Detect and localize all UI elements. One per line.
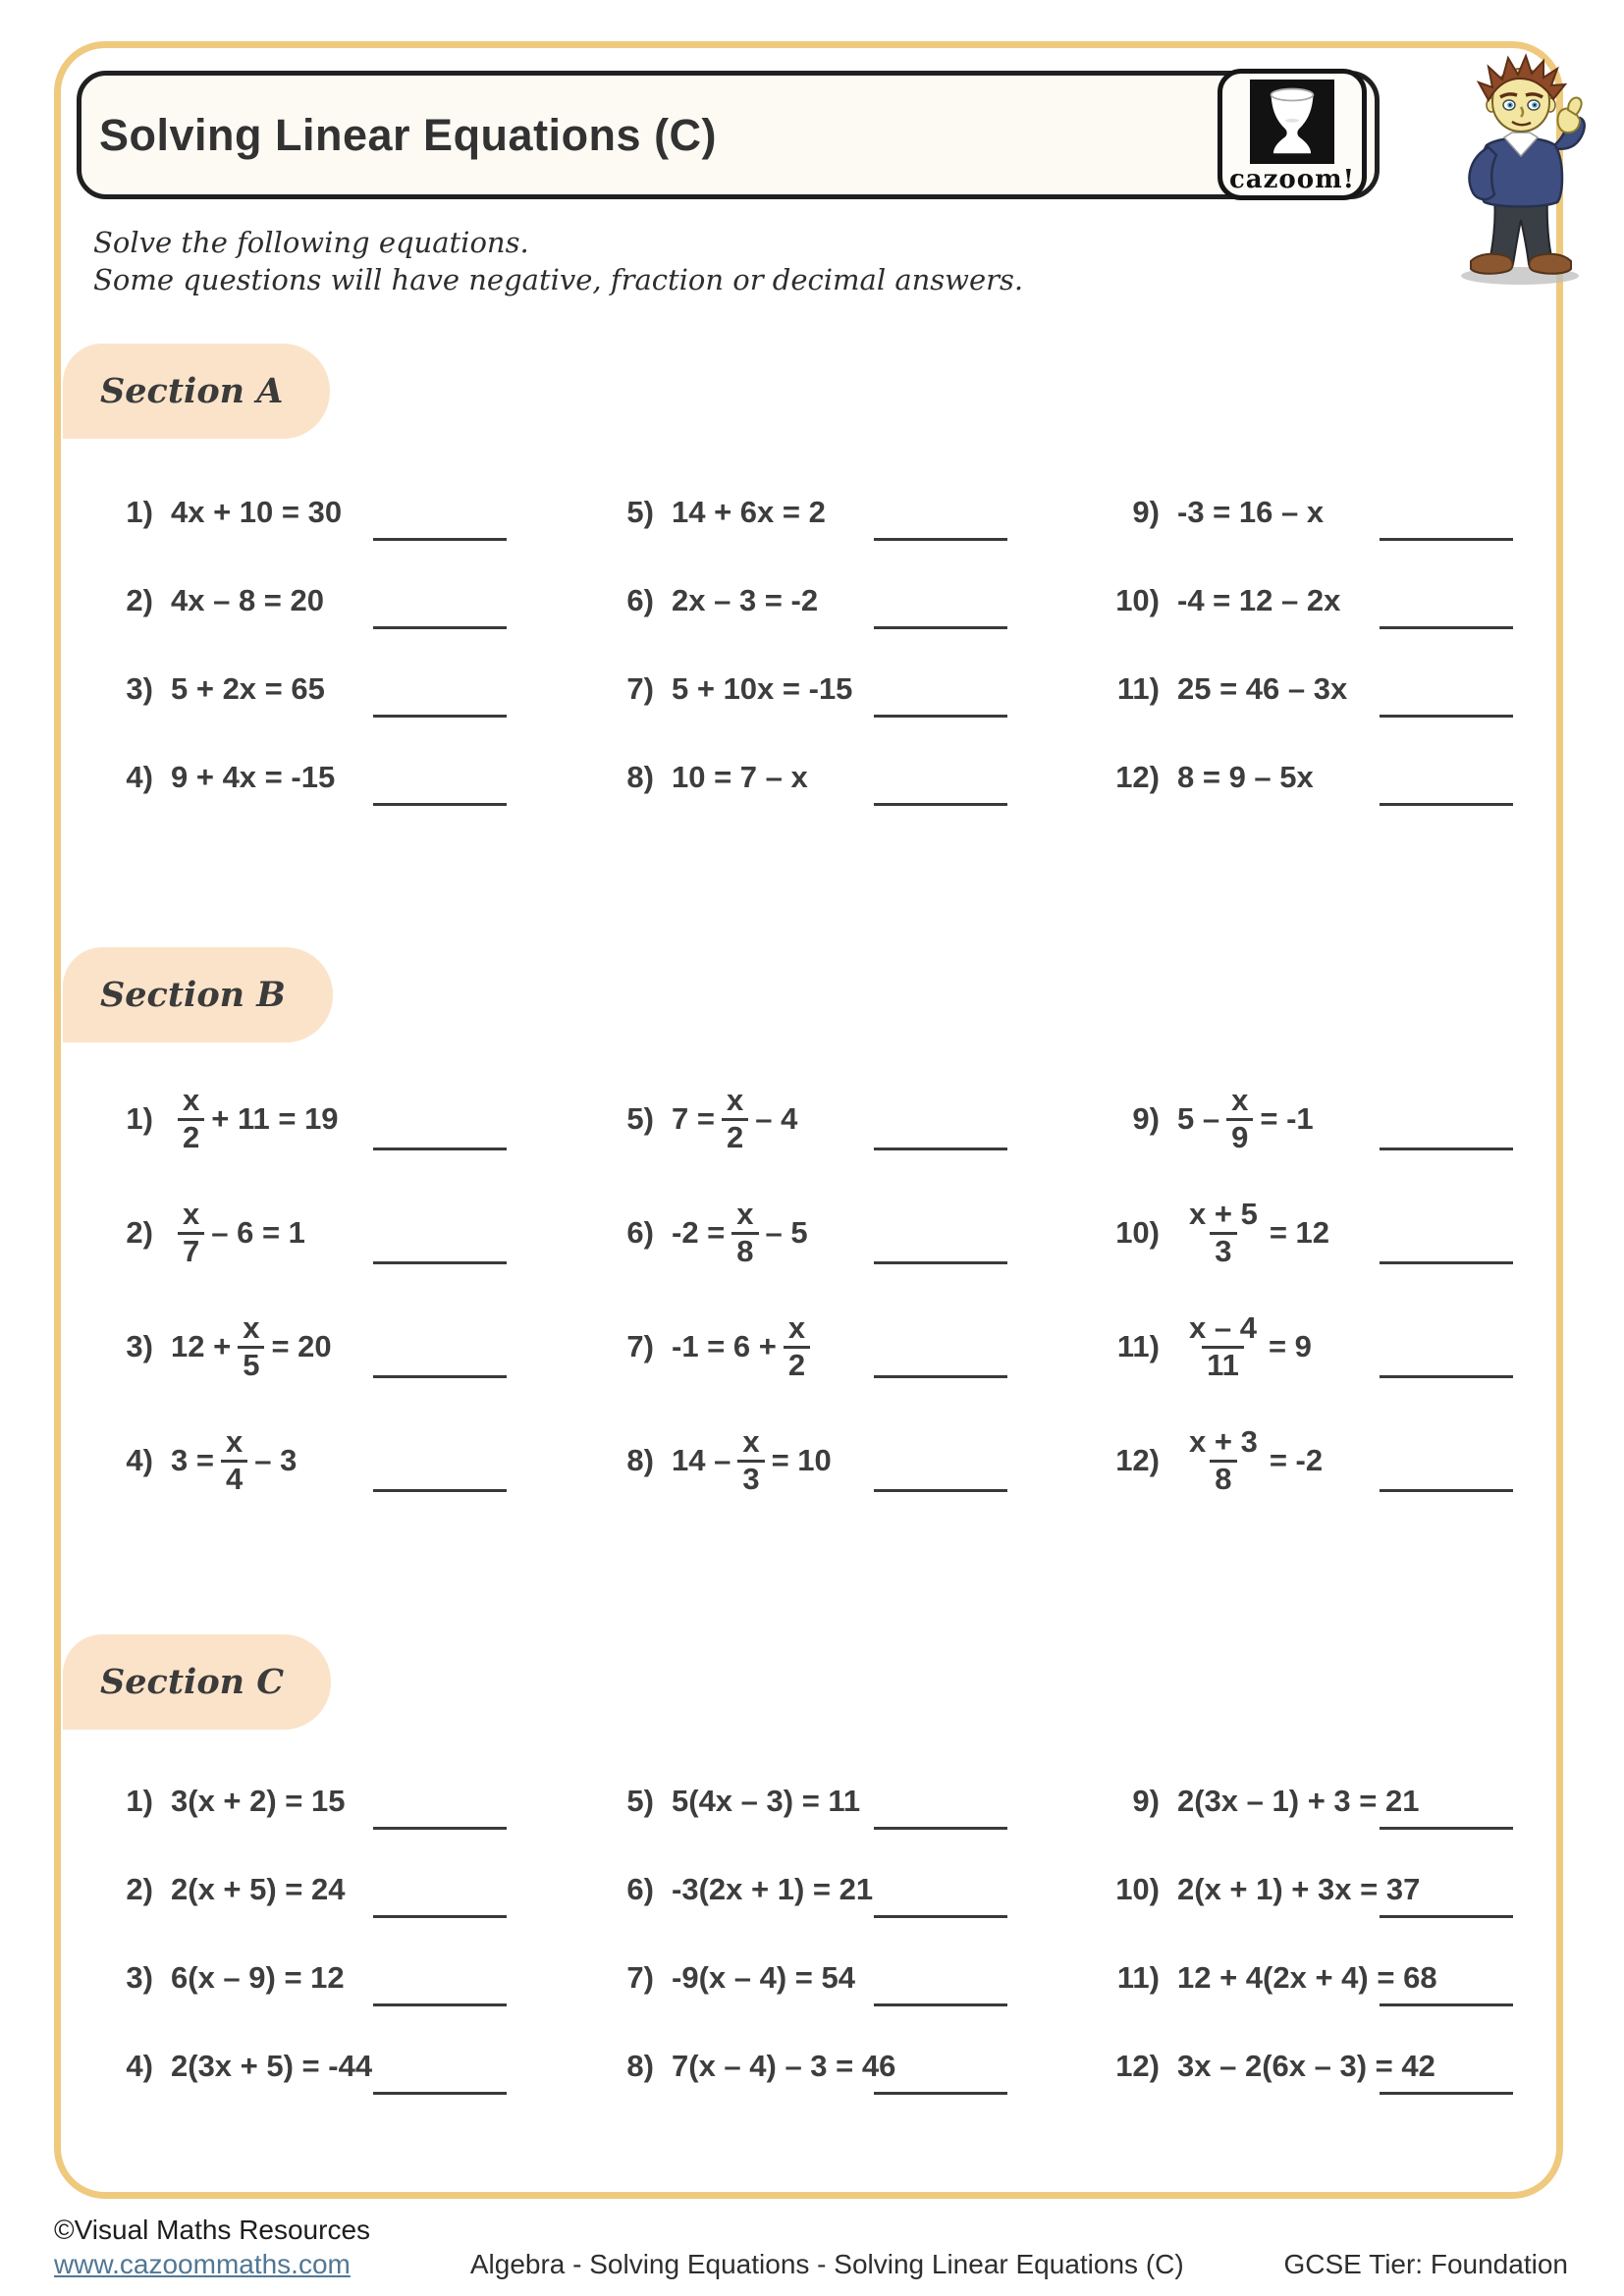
fraction-denominator: 3 — [737, 1460, 764, 1496]
answer-blank — [1380, 1375, 1513, 1378]
fraction-numerator: x — [183, 1082, 200, 1117]
equation-text: = 9 — [1268, 1329, 1312, 1363]
equation-text: 9 + 4x = -15 — [171, 760, 336, 794]
problem — [599, 1845, 1105, 1934]
problem — [1105, 1934, 1566, 2022]
equation-text: -9(x – 4) = 54 — [672, 1960, 855, 1995]
answer-blank — [874, 626, 1007, 629]
fraction-numerator: x + 3 — [1189, 1423, 1258, 1459]
problem — [98, 2022, 599, 2110]
answer-blank — [874, 2003, 1007, 2006]
equation — [672, 1423, 832, 1496]
problem-number: 7) — [626, 1960, 654, 1995]
answer-blank — [874, 803, 1007, 806]
equation — [672, 2049, 895, 2084]
equation-text: -4 = 12 – 2x — [1177, 583, 1341, 617]
fraction-denominator: 2 — [178, 1118, 204, 1154]
equation — [1177, 1423, 1324, 1496]
instructions-line-2: Some questions will have negative, fraction or decimal answers. — [93, 263, 1024, 297]
fraction-denominator: 2 — [722, 1118, 748, 1154]
problem — [98, 468, 599, 557]
answer-blank — [1380, 2003, 1513, 2006]
problem — [1105, 733, 1566, 822]
problem-number: 10) — [1115, 1215, 1160, 1250]
equation-text: – 6 = 1 — [211, 1215, 305, 1250]
problem — [98, 557, 599, 645]
problem — [599, 645, 1105, 733]
answer-blank — [1380, 1827, 1513, 1830]
answer-blank — [874, 1915, 1007, 1918]
equation — [1177, 495, 1324, 530]
equation-text: = -2 — [1269, 1443, 1324, 1477]
problem — [1105, 468, 1566, 557]
problem-number: 6) — [626, 1872, 654, 1906]
equation — [171, 1872, 346, 1907]
fraction — [722, 1082, 748, 1154]
equation-text: 6(x – 9) = 12 — [171, 1960, 345, 1995]
answer-blank — [373, 2003, 507, 2006]
fraction-denominator: 5 — [238, 1346, 264, 1382]
answer-blank — [874, 538, 1007, 541]
problem — [98, 1757, 599, 1845]
problem — [599, 1290, 1105, 1404]
instructions-line-1: Solve the following equations. — [93, 226, 529, 259]
problem — [599, 1934, 1105, 2022]
fraction-denominator: 9 — [1226, 1118, 1253, 1154]
fraction-denominator: 8 — [1210, 1460, 1236, 1496]
problem — [599, 557, 1105, 645]
gcse-tier-label: GCSE Tier: Foundation — [1283, 2249, 1568, 2279]
equation — [672, 671, 852, 707]
equation-text: 2(3x + 5) = -44 — [171, 2049, 373, 2083]
answer-blank — [1380, 538, 1513, 541]
equation-text: -1 = 6 + — [672, 1329, 777, 1363]
answer-blank — [874, 2092, 1007, 2095]
equation-text: = 12 — [1269, 1215, 1330, 1250]
equation-text: 3(x + 2) = 15 — [171, 1784, 346, 1818]
answer-blank — [874, 1375, 1007, 1378]
equation — [171, 1082, 339, 1154]
answer-blank — [373, 1915, 507, 1918]
problem — [599, 1176, 1105, 1290]
answer-blank — [1380, 715, 1513, 718]
fraction — [1184, 1423, 1263, 1496]
problem-number: 5) — [626, 495, 654, 529]
problem-number: 5) — [626, 1784, 654, 1818]
equation-text: 25 = 46 – 3x — [1177, 671, 1348, 706]
answer-blank — [874, 1261, 1007, 1264]
answer-blank — [373, 1261, 507, 1264]
answer-blank — [1380, 626, 1513, 629]
answer-blank — [373, 803, 507, 806]
section-a-label: Section A — [100, 371, 284, 411]
equation-text: 2(x + 1) + 3x = 37 — [1177, 1872, 1421, 1906]
equation — [1177, 1960, 1437, 1996]
equation-text: 5(4x – 3) = 11 — [672, 1784, 861, 1818]
problem — [1105, 1404, 1566, 1518]
answer-blank — [874, 1148, 1007, 1150]
problem-number: 2) — [126, 1872, 153, 1906]
answer-blank — [874, 1489, 1007, 1492]
problem — [1105, 557, 1566, 645]
equation — [672, 495, 826, 530]
problem-number: 6) — [626, 1215, 654, 1250]
section-c-label: Section C — [100, 1662, 285, 1702]
problem-number: 2) — [126, 583, 153, 617]
equation — [672, 1960, 855, 1996]
equation-text: 3x – 2(6x – 3) = 42 — [1177, 2049, 1435, 2083]
answer-blank — [373, 1827, 507, 1830]
problem-number: 10) — [1115, 583, 1160, 617]
problem-number: 9) — [1132, 1101, 1160, 1136]
answer-blank — [373, 1489, 507, 1492]
equation — [1177, 760, 1314, 795]
fraction-numerator: x — [183, 1196, 200, 1231]
footer-breadcrumb: Algebra - Solving Equations - Solving Linear Equations (C) — [469, 2249, 1184, 2279]
fraction — [1184, 1196, 1263, 1268]
equation-text: -3 = 16 – x — [1177, 495, 1325, 529]
page-title: Solving Linear Equations (C) — [99, 109, 718, 160]
equation-text: 2x – 3 = -2 — [672, 583, 819, 617]
problem-number: 3) — [126, 1960, 153, 1995]
equation-text: 5 + 10x = -15 — [672, 671, 853, 706]
equation-text: 7 = — [672, 1101, 715, 1136]
problem-number: 10) — [1115, 1872, 1160, 1906]
problem — [599, 1062, 1105, 1176]
equation — [1177, 1082, 1314, 1154]
equation — [171, 1960, 345, 1996]
equation-text: = 20 — [271, 1329, 332, 1363]
equation — [1177, 1872, 1420, 1907]
fraction-numerator: x — [225, 1423, 244, 1459]
problem-number: 1) — [126, 1784, 153, 1818]
equation — [171, 760, 335, 795]
footer-left — [54, 2213, 370, 2281]
problem-number: 1) — [126, 495, 153, 529]
equation-text: 10 = 7 – x — [672, 760, 808, 794]
problem-number: 11) — [1116, 1329, 1160, 1363]
equation-text: 7(x – 4) – 3 = 46 — [672, 2049, 896, 2083]
problem-number: 1) — [126, 1101, 153, 1136]
answer-blank — [373, 2092, 507, 2095]
cazoom-logo-box — [1218, 69, 1367, 200]
fraction — [238, 1309, 264, 1382]
equation-text: + 11 = 19 — [211, 1101, 339, 1136]
problem-number: 12) — [1115, 1443, 1160, 1477]
equation — [1177, 1309, 1312, 1382]
answer-blank — [373, 1375, 507, 1378]
equation-text: = -1 — [1260, 1101, 1314, 1136]
section-c-badge — [63, 1634, 331, 1730]
problem — [1105, 645, 1566, 733]
section-a-badge — [63, 344, 330, 439]
answer-blank — [373, 538, 507, 541]
problem-number: 7) — [626, 671, 654, 706]
equation-text: 3 = — [171, 1443, 214, 1477]
equation — [672, 760, 808, 795]
answer-blank — [1380, 2092, 1513, 2095]
problem — [98, 1062, 599, 1176]
equation-text: – 4 — [755, 1101, 798, 1136]
problem-number: 8) — [626, 760, 654, 794]
fraction-numerator: x — [736, 1196, 754, 1231]
problem — [1105, 2022, 1566, 2110]
problem — [98, 1934, 599, 2022]
section-a-problems — [98, 468, 1566, 822]
problem — [1105, 1290, 1566, 1404]
problem-number: 11) — [1116, 671, 1160, 706]
equation-text: 2(x + 5) = 24 — [171, 1872, 346, 1906]
problem — [98, 1290, 599, 1404]
problem-number: 5) — [626, 1101, 654, 1136]
problem — [98, 645, 599, 733]
answer-blank — [1380, 1489, 1513, 1492]
equation — [171, 1196, 305, 1268]
fraction-denominator: 8 — [731, 1232, 758, 1268]
fraction-denominator: 7 — [178, 1232, 204, 1268]
answer-blank — [874, 715, 1007, 718]
problem-number: 4) — [126, 2049, 153, 2083]
problem — [599, 733, 1105, 822]
equation-text: 4x – 8 = 20 — [171, 583, 324, 617]
problem-number: 11) — [1116, 1960, 1160, 1995]
fraction-denominator: 3 — [1210, 1232, 1236, 1268]
equation — [171, 2049, 372, 2084]
answer-blank — [373, 626, 507, 629]
answer-blank — [373, 1148, 507, 1150]
fraction — [178, 1196, 204, 1268]
equation-text: 2(3x – 1) + 3 = 21 — [1177, 1784, 1420, 1818]
equation — [171, 671, 325, 707]
equation — [1177, 1196, 1330, 1268]
fraction-numerator: x — [787, 1309, 806, 1345]
problem-number: 12) — [1115, 760, 1160, 794]
cazoom-drum-icon — [1250, 80, 1334, 164]
problem — [98, 733, 599, 822]
problem-number: 8) — [626, 1443, 654, 1477]
problem-number: 12) — [1115, 2049, 1160, 2083]
equation — [1177, 583, 1340, 618]
section-b-label: Section B — [100, 975, 286, 1015]
fraction-numerator: x — [243, 1309, 260, 1345]
fraction-numerator: x — [726, 1082, 744, 1117]
equation — [1177, 2049, 1435, 2084]
equation — [1177, 1784, 1419, 1819]
equation-text: – 3 — [254, 1443, 298, 1477]
equation-text: -3(2x + 1) = 21 — [672, 1872, 874, 1906]
section-b-badge — [63, 947, 333, 1042]
fraction-denominator: 11 — [1202, 1346, 1244, 1382]
answer-blank — [874, 1827, 1007, 1830]
equation — [171, 495, 342, 530]
equation-text: 5 – — [1177, 1101, 1220, 1136]
problem — [1105, 1757, 1566, 1845]
equation-text: 14 + 6x = 2 — [672, 495, 826, 529]
answer-blank — [1380, 1148, 1513, 1150]
copyright-text: ©Visual Maths Resources — [54, 2215, 371, 2245]
problem — [98, 1176, 599, 1290]
fraction-numerator: x — [742, 1423, 760, 1459]
equation-text: -2 = — [672, 1215, 726, 1250]
problem — [599, 468, 1105, 557]
fraction — [731, 1196, 758, 1268]
equation-text: 12 + — [171, 1329, 232, 1363]
instructions — [93, 224, 1023, 299]
fraction — [1184, 1309, 1262, 1382]
fraction — [784, 1309, 810, 1382]
equation-text: – 5 — [765, 1215, 808, 1250]
mascot-boy-illustration — [1422, 53, 1623, 294]
equation — [1177, 671, 1347, 707]
problem-number: 2) — [126, 1215, 153, 1250]
fraction — [737, 1423, 764, 1496]
equation-text: 5 + 2x = 65 — [171, 671, 325, 706]
problem-number: 3) — [126, 1329, 153, 1363]
page-footer — [54, 2213, 1568, 2281]
website-link[interactable]: www.cazoommaths.com — [54, 2249, 351, 2279]
equation-text: 4x + 10 = 30 — [171, 495, 343, 529]
section-c-problems — [98, 1757, 1566, 2110]
problem — [1105, 1062, 1566, 1176]
equation — [171, 1309, 332, 1382]
fraction-denominator: 2 — [784, 1346, 810, 1382]
fraction-numerator: x – 4 — [1189, 1309, 1257, 1345]
answer-blank — [1380, 1261, 1513, 1264]
equation-text: 8 = 9 – 5x — [1177, 760, 1314, 794]
equation-text: 12 + 4(2x + 4) = 68 — [1177, 1960, 1437, 1995]
answer-blank — [373, 715, 507, 718]
equation — [672, 1309, 817, 1382]
problem — [98, 1845, 599, 1934]
answer-blank — [1380, 1915, 1513, 1918]
cazoom-logo-text: cazoom! — [1228, 164, 1356, 194]
problem-number: 4) — [126, 1443, 153, 1477]
fraction — [1226, 1082, 1253, 1154]
problem — [1105, 1845, 1566, 1934]
equation — [171, 1423, 298, 1496]
problem — [98, 1404, 599, 1518]
problem-number: 9) — [1132, 1784, 1160, 1818]
equation — [672, 1872, 873, 1907]
equation — [672, 1082, 798, 1154]
fraction — [221, 1423, 247, 1496]
fraction-numerator: x — [1231, 1082, 1249, 1117]
equation-text: = 10 — [771, 1443, 832, 1477]
fraction — [178, 1082, 204, 1154]
equation-text: 14 – — [672, 1443, 731, 1477]
problem-number: 7) — [626, 1329, 654, 1363]
worksheet-title-box — [77, 71, 1380, 199]
section-b-problems — [98, 1062, 1566, 1518]
fraction-numerator: x + 5 — [1189, 1196, 1258, 1231]
problem-number: 6) — [626, 583, 654, 617]
problem-number: 4) — [126, 760, 153, 794]
problem-number: 9) — [1132, 495, 1160, 529]
equation — [672, 583, 818, 618]
problem — [599, 1757, 1105, 1845]
problem — [1105, 1176, 1566, 1290]
fraction-denominator: 4 — [221, 1460, 247, 1496]
equation — [672, 1196, 808, 1268]
equation — [672, 1784, 860, 1819]
answer-blank — [1380, 803, 1513, 806]
problem-number: 8) — [626, 2049, 654, 2083]
equation — [171, 1784, 346, 1819]
problem — [599, 1404, 1105, 1518]
equation — [171, 583, 324, 618]
problem-number: 3) — [126, 671, 153, 706]
problem — [599, 2022, 1105, 2110]
